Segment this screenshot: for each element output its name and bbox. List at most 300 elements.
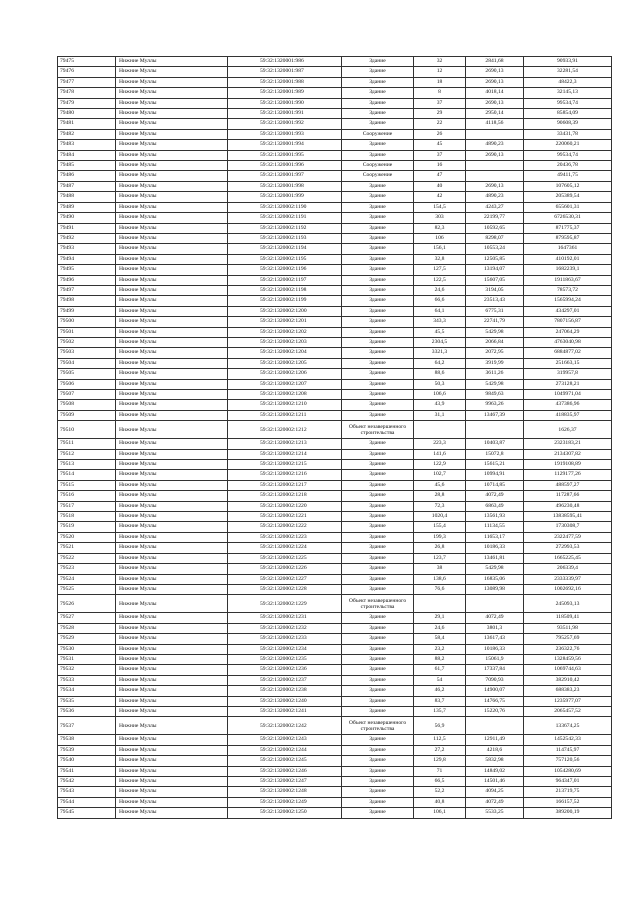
cadastral-number-cell: 59:32:1320001:989 bbox=[228, 88, 342, 98]
cadastral-value-cell: 1049971,04 bbox=[524, 390, 612, 400]
row-number-cell: 79530 bbox=[58, 644, 116, 654]
cadastral-value-cell: 93511,98 bbox=[524, 623, 612, 633]
table-row bbox=[58, 223, 612, 233]
cadastral-value-cell: 213719,75 bbox=[524, 787, 612, 797]
cadastral-value-cell: 410192,01 bbox=[524, 254, 612, 264]
specific-value-cell: 11134,55 bbox=[466, 522, 524, 532]
object-type-cell: Здание bbox=[342, 745, 414, 755]
row-number-cell: 79490 bbox=[58, 213, 116, 223]
table-row bbox=[58, 512, 612, 522]
specific-value-cell: 10592,65 bbox=[466, 223, 524, 233]
location-cell: Нижние Муллы bbox=[116, 410, 228, 420]
table-row bbox=[58, 317, 612, 327]
table-row bbox=[58, 327, 612, 337]
area-cell: 24,6 bbox=[414, 285, 466, 295]
area-cell: 37 bbox=[414, 150, 466, 160]
cadastral-number-cell: 59:32:1320001:998 bbox=[228, 181, 342, 191]
cadastral-value-cell: 1069744,63 bbox=[524, 665, 612, 675]
area-cell: 8 bbox=[414, 88, 466, 98]
location-cell: Нижние Муллы bbox=[116, 379, 228, 389]
area-cell bbox=[414, 595, 466, 613]
object-type-cell: Здание bbox=[342, 275, 414, 285]
table-row bbox=[58, 192, 612, 202]
row-number-cell: 79512 bbox=[58, 449, 116, 459]
specific-value-cell: 4243,27 bbox=[466, 202, 524, 212]
row-number-cell: 79497 bbox=[58, 285, 116, 295]
location-cell: Нижние Муллы bbox=[116, 202, 228, 212]
object-type-cell: Здание bbox=[342, 77, 414, 87]
cadastral-value-cell: 245093,13 bbox=[524, 595, 612, 613]
cadastral-number-cell: 59:32:1320001:992 bbox=[228, 119, 342, 129]
area-cell: 129,8 bbox=[414, 756, 466, 766]
table-row bbox=[58, 109, 612, 119]
object-type-cell: Здание bbox=[342, 369, 414, 379]
cadastral-number-cell: 59:32:1320002:1215 bbox=[228, 460, 342, 470]
table-row bbox=[58, 460, 612, 470]
cadastral-value-cell: 418835,97 bbox=[524, 410, 612, 420]
object-type-cell: Здание bbox=[342, 337, 414, 347]
cadastral-value-cell: 49411,75 bbox=[524, 171, 612, 181]
table-row bbox=[58, 745, 612, 755]
area-cell: 72,3 bbox=[414, 501, 466, 511]
specific-value-cell: 13461,81 bbox=[466, 553, 524, 563]
area-cell: 32,8 bbox=[414, 254, 466, 264]
cadastral-number-cell: 59:32:1320002:1201 bbox=[228, 317, 342, 327]
cadastral-number-cell: 59:32:1320002:1190 bbox=[228, 202, 342, 212]
table-row bbox=[58, 348, 612, 358]
row-number-cell: 79513 bbox=[58, 460, 116, 470]
table-row bbox=[58, 756, 612, 766]
row-number-cell: 79495 bbox=[58, 265, 116, 275]
cadastral-value-cell: 655601,31 bbox=[524, 202, 612, 212]
table-row bbox=[58, 449, 612, 459]
area-cell: 156,1 bbox=[414, 244, 466, 254]
area-cell: 61,7 bbox=[414, 665, 466, 675]
row-number-cell: 79509 bbox=[58, 410, 116, 420]
specific-value-cell: 14501,46 bbox=[466, 777, 524, 787]
object-type-cell: Здание bbox=[342, 254, 414, 264]
cadastral-value-cell: 434297,01 bbox=[524, 306, 612, 316]
object-type-cell: Здание bbox=[342, 522, 414, 532]
table-row bbox=[58, 244, 612, 254]
specific-value-cell: 2841,68 bbox=[466, 57, 524, 67]
table-row bbox=[58, 717, 612, 735]
specific-value-cell: 4890,23 bbox=[466, 192, 524, 202]
area-cell: 102,7 bbox=[414, 470, 466, 480]
specific-value-cell: 10553,24 bbox=[466, 244, 524, 254]
table-row bbox=[58, 766, 612, 776]
table-row bbox=[58, 57, 612, 67]
cadastral-number-cell: 59:32:1320002:1226 bbox=[228, 564, 342, 574]
cadastral-number-cell: 59:32:1320002:1213 bbox=[228, 439, 342, 449]
object-type-cell: Здание bbox=[342, 410, 414, 420]
area-cell: 18 bbox=[414, 77, 466, 87]
row-number-cell: 79526 bbox=[58, 595, 116, 613]
object-type-cell: Здание bbox=[342, 808, 414, 818]
cadastral-number-cell: 59:32:1320002:1193 bbox=[228, 233, 342, 243]
cadastral-value-cell: 166157,52 bbox=[524, 797, 612, 807]
area-cell: 38 bbox=[414, 564, 466, 574]
cadastral-value-cell: 795257,69 bbox=[524, 634, 612, 644]
row-number-cell: 79523 bbox=[58, 564, 116, 574]
row-number-cell: 79510 bbox=[58, 421, 116, 439]
cadastral-value-cell: 90608,39 bbox=[524, 119, 612, 129]
object-type-cell: Здание bbox=[342, 150, 414, 160]
row-number-cell: 79488 bbox=[58, 192, 116, 202]
area-cell: 76,6 bbox=[414, 584, 466, 594]
cadastral-number-cell: 59:32:1320002:1227 bbox=[228, 574, 342, 584]
cadastral-value-cell: 205389,54 bbox=[524, 192, 612, 202]
object-type-cell: Здание bbox=[342, 181, 414, 191]
object-type-cell: Здание bbox=[342, 400, 414, 410]
specific-value-cell: 2066,84 bbox=[466, 337, 524, 347]
area-cell: 106,6 bbox=[414, 390, 466, 400]
object-type-cell: Здание bbox=[342, 379, 414, 389]
table-row bbox=[58, 808, 612, 818]
object-type-cell: Здание bbox=[342, 706, 414, 716]
table-row bbox=[58, 150, 612, 160]
location-cell: Нижние Муллы bbox=[116, 150, 228, 160]
cadastral-number-cell: 59:32:1320002:1191 bbox=[228, 213, 342, 223]
location-cell: Нижние Муллы bbox=[116, 223, 228, 233]
location-cell: Нижние Муллы bbox=[116, 665, 228, 675]
object-type-cell: Здание bbox=[342, 213, 414, 223]
row-number-cell: 79536 bbox=[58, 706, 116, 716]
object-type-cell: Здание bbox=[342, 532, 414, 542]
cadastral-value-cell: 32145,13 bbox=[524, 88, 612, 98]
row-number-cell: 79476 bbox=[58, 67, 116, 77]
specific-value-cell: 13617,43 bbox=[466, 634, 524, 644]
area-cell: 64,1 bbox=[414, 306, 466, 316]
area-cell: 56,9 bbox=[414, 717, 466, 735]
specific-value-cell: 6863,49 bbox=[466, 501, 524, 511]
cadastral-number-cell: 59:32:1320002:1235 bbox=[228, 654, 342, 664]
location-cell: Нижние Муллы bbox=[116, 327, 228, 337]
cadastral-value-cell: 272993,53 bbox=[524, 543, 612, 553]
cadastral-number-cell: 59:32:1320002:1249 bbox=[228, 797, 342, 807]
object-type-cell: Сооружение bbox=[342, 161, 414, 171]
table-row bbox=[58, 358, 612, 368]
cadastral-value-cell: 206339,4 bbox=[524, 564, 612, 574]
specific-value-cell bbox=[466, 717, 524, 735]
row-number-cell: 79529 bbox=[58, 634, 116, 644]
specific-value-cell: 4018,14 bbox=[466, 88, 524, 98]
cadastral-value-cell: 7807156,87 bbox=[524, 317, 612, 327]
area-cell: 343,3 bbox=[414, 317, 466, 327]
cadastral-number-cell: 59:32:1320001:999 bbox=[228, 192, 342, 202]
cadastral-value-cell: 6884877,02 bbox=[524, 348, 612, 358]
cadastral-value-cell: 879595,87 bbox=[524, 233, 612, 243]
location-cell: Нижние Муллы bbox=[116, 480, 228, 490]
specific-value-cell: 2690,13 bbox=[466, 67, 524, 77]
cadastral-number-cell: 59:32:1320002:1250 bbox=[228, 808, 342, 818]
cadastral-value-cell: 48422,3 bbox=[524, 77, 612, 87]
specific-value-cell: 2950,14 bbox=[466, 109, 524, 119]
cadastral-number-cell: 59:32:1320002:1236 bbox=[228, 665, 342, 675]
object-type-cell: Здание bbox=[342, 192, 414, 202]
location-cell: Нижние Муллы bbox=[116, 213, 228, 223]
cadastral-number-cell: 59:32:1320002:1238 bbox=[228, 686, 342, 696]
location-cell: Нижние Муллы bbox=[116, 808, 228, 818]
row-number-cell: 79531 bbox=[58, 654, 116, 664]
specific-value-cell: 9849,63 bbox=[466, 390, 524, 400]
row-number-cell: 79543 bbox=[58, 787, 116, 797]
table-row bbox=[58, 613, 612, 623]
location-cell: Нижние Муллы bbox=[116, 306, 228, 316]
cadastral-value-cell: 1730308,7 bbox=[524, 522, 612, 532]
specific-value-cell: 2690,13 bbox=[466, 181, 524, 191]
cadastral-number-cell: 59:32:1320002:1233 bbox=[228, 634, 342, 644]
row-number-cell: 79537 bbox=[58, 717, 116, 735]
location-cell: Нижние Муллы bbox=[116, 77, 228, 87]
row-number-cell: 79489 bbox=[58, 202, 116, 212]
object-type-cell: Объект незавершенного строительства bbox=[342, 717, 414, 735]
area-cell: 64,2 bbox=[414, 358, 466, 368]
cadastral-value-cell: 1919108,89 bbox=[524, 460, 612, 470]
cadastral-number-cell: 59:32:1320001:996 bbox=[228, 161, 342, 171]
cadastral-value-table bbox=[57, 56, 612, 819]
object-type-cell: Объект незавершенного строительства bbox=[342, 421, 414, 439]
table-row bbox=[58, 595, 612, 613]
row-number-cell: 79540 bbox=[58, 756, 116, 766]
table-row bbox=[58, 564, 612, 574]
specific-value-cell: 5429,98 bbox=[466, 327, 524, 337]
area-cell: 54 bbox=[414, 675, 466, 685]
specific-value-cell: 6775,31 bbox=[466, 306, 524, 316]
table-row bbox=[58, 543, 612, 553]
cadastral-value-cell: 117287,66 bbox=[524, 491, 612, 501]
table-row bbox=[58, 696, 612, 706]
area-cell: 16 bbox=[414, 161, 466, 171]
row-number-cell: 79506 bbox=[58, 379, 116, 389]
cadastral-value-cell: 85854,09 bbox=[524, 109, 612, 119]
object-type-cell: Здание bbox=[342, 634, 414, 644]
location-cell: Нижние Муллы bbox=[116, 491, 228, 501]
object-type-cell: Здание bbox=[342, 623, 414, 633]
cadastral-number-cell: 59:32:1320002:1247 bbox=[228, 777, 342, 787]
cadastral-number-cell: 59:32:1320002:1212 bbox=[228, 421, 342, 439]
location-cell: Нижние Муллы bbox=[116, 317, 228, 327]
object-type-cell: Здание bbox=[342, 358, 414, 368]
table-row bbox=[58, 306, 612, 316]
table-row bbox=[58, 735, 612, 745]
row-number-cell: 79539 bbox=[58, 745, 116, 755]
cadastral-value-cell: 114745,97 bbox=[524, 745, 612, 755]
location-cell: Нижние Муллы bbox=[116, 766, 228, 776]
row-number-cell: 79535 bbox=[58, 696, 116, 706]
area-cell: 32 bbox=[414, 57, 466, 67]
area-cell: 31,1 bbox=[414, 410, 466, 420]
specific-value-cell: 22199,77 bbox=[466, 213, 524, 223]
specific-value-cell: 7090,93 bbox=[466, 675, 524, 685]
object-type-cell: Здание bbox=[342, 787, 414, 797]
row-number-cell: 79500 bbox=[58, 317, 116, 327]
area-cell: 24,6 bbox=[414, 623, 466, 633]
object-type-cell: Сооружение bbox=[342, 129, 414, 139]
location-cell: Нижние Муллы bbox=[116, 696, 228, 706]
object-type-cell: Здание bbox=[342, 460, 414, 470]
specific-value-cell: 5832,98 bbox=[466, 756, 524, 766]
specific-value-cell: 4218,6 bbox=[466, 745, 524, 755]
cadastral-number-cell: 59:32:1320001:994 bbox=[228, 140, 342, 150]
specific-value-cell: 10403,87 bbox=[466, 439, 524, 449]
specific-value-cell: 15072,8 bbox=[466, 449, 524, 459]
table-row bbox=[58, 161, 612, 171]
cadastral-number-cell: 59:32:1320002:1229 bbox=[228, 595, 342, 613]
table-row bbox=[58, 119, 612, 129]
location-cell: Нижние Муллы bbox=[116, 285, 228, 295]
location-cell: Нижние Муллы bbox=[116, 735, 228, 745]
location-cell: Нижние Муллы bbox=[116, 109, 228, 119]
table-row bbox=[58, 140, 612, 150]
location-cell: Нижние Муллы bbox=[116, 644, 228, 654]
area-cell: 138,6 bbox=[414, 574, 466, 584]
row-number-cell: 79485 bbox=[58, 161, 116, 171]
row-number-cell: 79521 bbox=[58, 543, 116, 553]
location-cell: Нижние Муллы bbox=[116, 686, 228, 696]
area-cell: 45,5 bbox=[414, 327, 466, 337]
cadastral-number-cell: 59:32:1320002:1243 bbox=[228, 735, 342, 745]
specific-value-cell: 4890,23 bbox=[466, 140, 524, 150]
specific-value-cell: 14900,07 bbox=[466, 686, 524, 696]
row-number-cell: 79482 bbox=[58, 129, 116, 139]
table-row bbox=[58, 202, 612, 212]
table-row bbox=[58, 98, 612, 108]
area-cell: 26 bbox=[414, 129, 466, 139]
cadastral-number-cell: 59:32:1320002:1207 bbox=[228, 379, 342, 389]
area-cell: 37 bbox=[414, 98, 466, 108]
location-cell: Нижние Муллы bbox=[116, 129, 228, 139]
cadastral-value-cell: 273128,21 bbox=[524, 379, 612, 389]
location-cell: Нижние Муллы bbox=[116, 634, 228, 644]
table-row bbox=[58, 285, 612, 295]
object-type-cell: Объект незавершенного строительства bbox=[342, 595, 414, 613]
object-type-cell: Здание bbox=[342, 675, 414, 685]
table-row bbox=[58, 410, 612, 420]
cadastral-number-cell: 59:32:1320002:1210 bbox=[228, 400, 342, 410]
cadastral-number-cell: 59:32:1320001:995 bbox=[228, 150, 342, 160]
cadastral-number-cell: 59:32:1320001:991 bbox=[228, 109, 342, 119]
cadastral-value-cell: 382910,42 bbox=[524, 675, 612, 685]
cadastral-number-cell: 59:32:1320002:1245 bbox=[228, 756, 342, 766]
table-row bbox=[58, 501, 612, 511]
row-number-cell: 79544 bbox=[58, 797, 116, 807]
object-type-cell: Здание bbox=[342, 109, 414, 119]
cadastral-value-cell: 389200,19 bbox=[524, 808, 612, 818]
object-type-cell: Здание bbox=[342, 777, 414, 787]
cadastral-value-cell: 1911863,67 bbox=[524, 275, 612, 285]
object-type-cell: Здание bbox=[342, 564, 414, 574]
area-cell: 45 bbox=[414, 140, 466, 150]
row-number-cell: 79520 bbox=[58, 532, 116, 542]
area-cell: 29,1 bbox=[414, 613, 466, 623]
cadastral-number-cell: 59:32:1320002:1241 bbox=[228, 706, 342, 716]
specific-value-cell: 12911,49 bbox=[466, 735, 524, 745]
location-cell: Нижние Муллы bbox=[116, 439, 228, 449]
cadastral-value-cell: 1002692,16 bbox=[524, 584, 612, 594]
object-type-cell: Здание bbox=[342, 67, 414, 77]
specific-value-cell: 8298,07 bbox=[466, 233, 524, 243]
area-cell: 23,2 bbox=[414, 644, 466, 654]
area-cell: 46,2 bbox=[414, 686, 466, 696]
object-type-cell: Здание bbox=[342, 285, 414, 295]
table-row bbox=[58, 574, 612, 584]
cadastral-value-cell: 688383,23 bbox=[524, 686, 612, 696]
area-cell: 12 bbox=[414, 67, 466, 77]
location-cell: Нижние Муллы bbox=[116, 584, 228, 594]
cadastral-number-cell: 59:32:1320002:1228 bbox=[228, 584, 342, 594]
area-cell bbox=[414, 421, 466, 439]
cadastral-number-cell: 59:32:1320002:1200 bbox=[228, 306, 342, 316]
cadastral-value-cell: 247064,29 bbox=[524, 327, 612, 337]
row-number-cell: 79496 bbox=[58, 275, 116, 285]
object-type-cell: Здание bbox=[342, 57, 414, 67]
row-number-cell: 79498 bbox=[58, 296, 116, 306]
area-cell: 47 bbox=[414, 171, 466, 181]
table-row bbox=[58, 634, 612, 644]
location-cell: Нижние Муллы bbox=[116, 675, 228, 685]
object-type-cell: Здание bbox=[342, 766, 414, 776]
specific-value-cell: 14849,02 bbox=[466, 766, 524, 776]
table-row bbox=[58, 213, 612, 223]
cadastral-value-cell: 1452542,33 bbox=[524, 735, 612, 745]
table-row bbox=[58, 77, 612, 87]
table-row bbox=[58, 379, 612, 389]
location-cell: Нижние Муллы bbox=[116, 654, 228, 664]
cadastral-value-cell: 32281,54 bbox=[524, 67, 612, 77]
specific-value-cell: 4072,49 bbox=[466, 613, 524, 623]
row-number-cell: 79542 bbox=[58, 777, 116, 787]
specific-value-cell: 3194,05 bbox=[466, 285, 524, 295]
cadastral-value-cell: 4763040,98 bbox=[524, 337, 612, 347]
cadastral-value-cell: 107605,12 bbox=[524, 181, 612, 191]
cadastral-value-cell: 2323183,21 bbox=[524, 439, 612, 449]
row-number-cell: 79538 bbox=[58, 735, 116, 745]
area-cell: 2304,5 bbox=[414, 337, 466, 347]
specific-value-cell: 4072,49 bbox=[466, 797, 524, 807]
cadastral-number-cell: 59:32:1320001:993 bbox=[228, 129, 342, 139]
row-number-cell: 79481 bbox=[58, 119, 116, 129]
cadastral-value-cell: 2333339,97 bbox=[524, 574, 612, 584]
object-type-cell: Здание bbox=[342, 574, 414, 584]
cadastral-value-cell: 757120,56 bbox=[524, 756, 612, 766]
cadastral-number-cell: 59:32:1320002:1216 bbox=[228, 470, 342, 480]
specific-value-cell: 10186,33 bbox=[466, 543, 524, 553]
object-type-cell: Здание bbox=[342, 543, 414, 553]
row-number-cell: 79533 bbox=[58, 675, 116, 685]
area-cell: 27,2 bbox=[414, 745, 466, 755]
object-type-cell: Здание bbox=[342, 654, 414, 664]
table-row bbox=[58, 171, 612, 181]
location-cell: Нижние Муллы bbox=[116, 532, 228, 542]
specific-value-cell: 13194,07 bbox=[466, 265, 524, 275]
cadastral-number-cell: 59:32:1320001:986 bbox=[228, 57, 342, 67]
area-cell: 223,3 bbox=[414, 439, 466, 449]
row-number-cell: 79545 bbox=[58, 808, 116, 818]
location-cell: Нижние Муллы bbox=[116, 717, 228, 735]
cadastral-number-cell: 59:32:1320002:1248 bbox=[228, 787, 342, 797]
table-row bbox=[58, 470, 612, 480]
cadastral-value-cell: 437386,96 bbox=[524, 400, 612, 410]
row-number-cell: 79519 bbox=[58, 522, 116, 532]
table-row bbox=[58, 777, 612, 787]
cadastral-number-cell: 59:32:1320002:1198 bbox=[228, 285, 342, 295]
cadastral-value-cell: 1054280,69 bbox=[524, 766, 612, 776]
row-number-cell: 79534 bbox=[58, 686, 116, 696]
specific-value-cell: 9963,26 bbox=[466, 400, 524, 410]
cadastral-value-cell: 2065457,52 bbox=[524, 706, 612, 716]
table-row bbox=[58, 665, 612, 675]
